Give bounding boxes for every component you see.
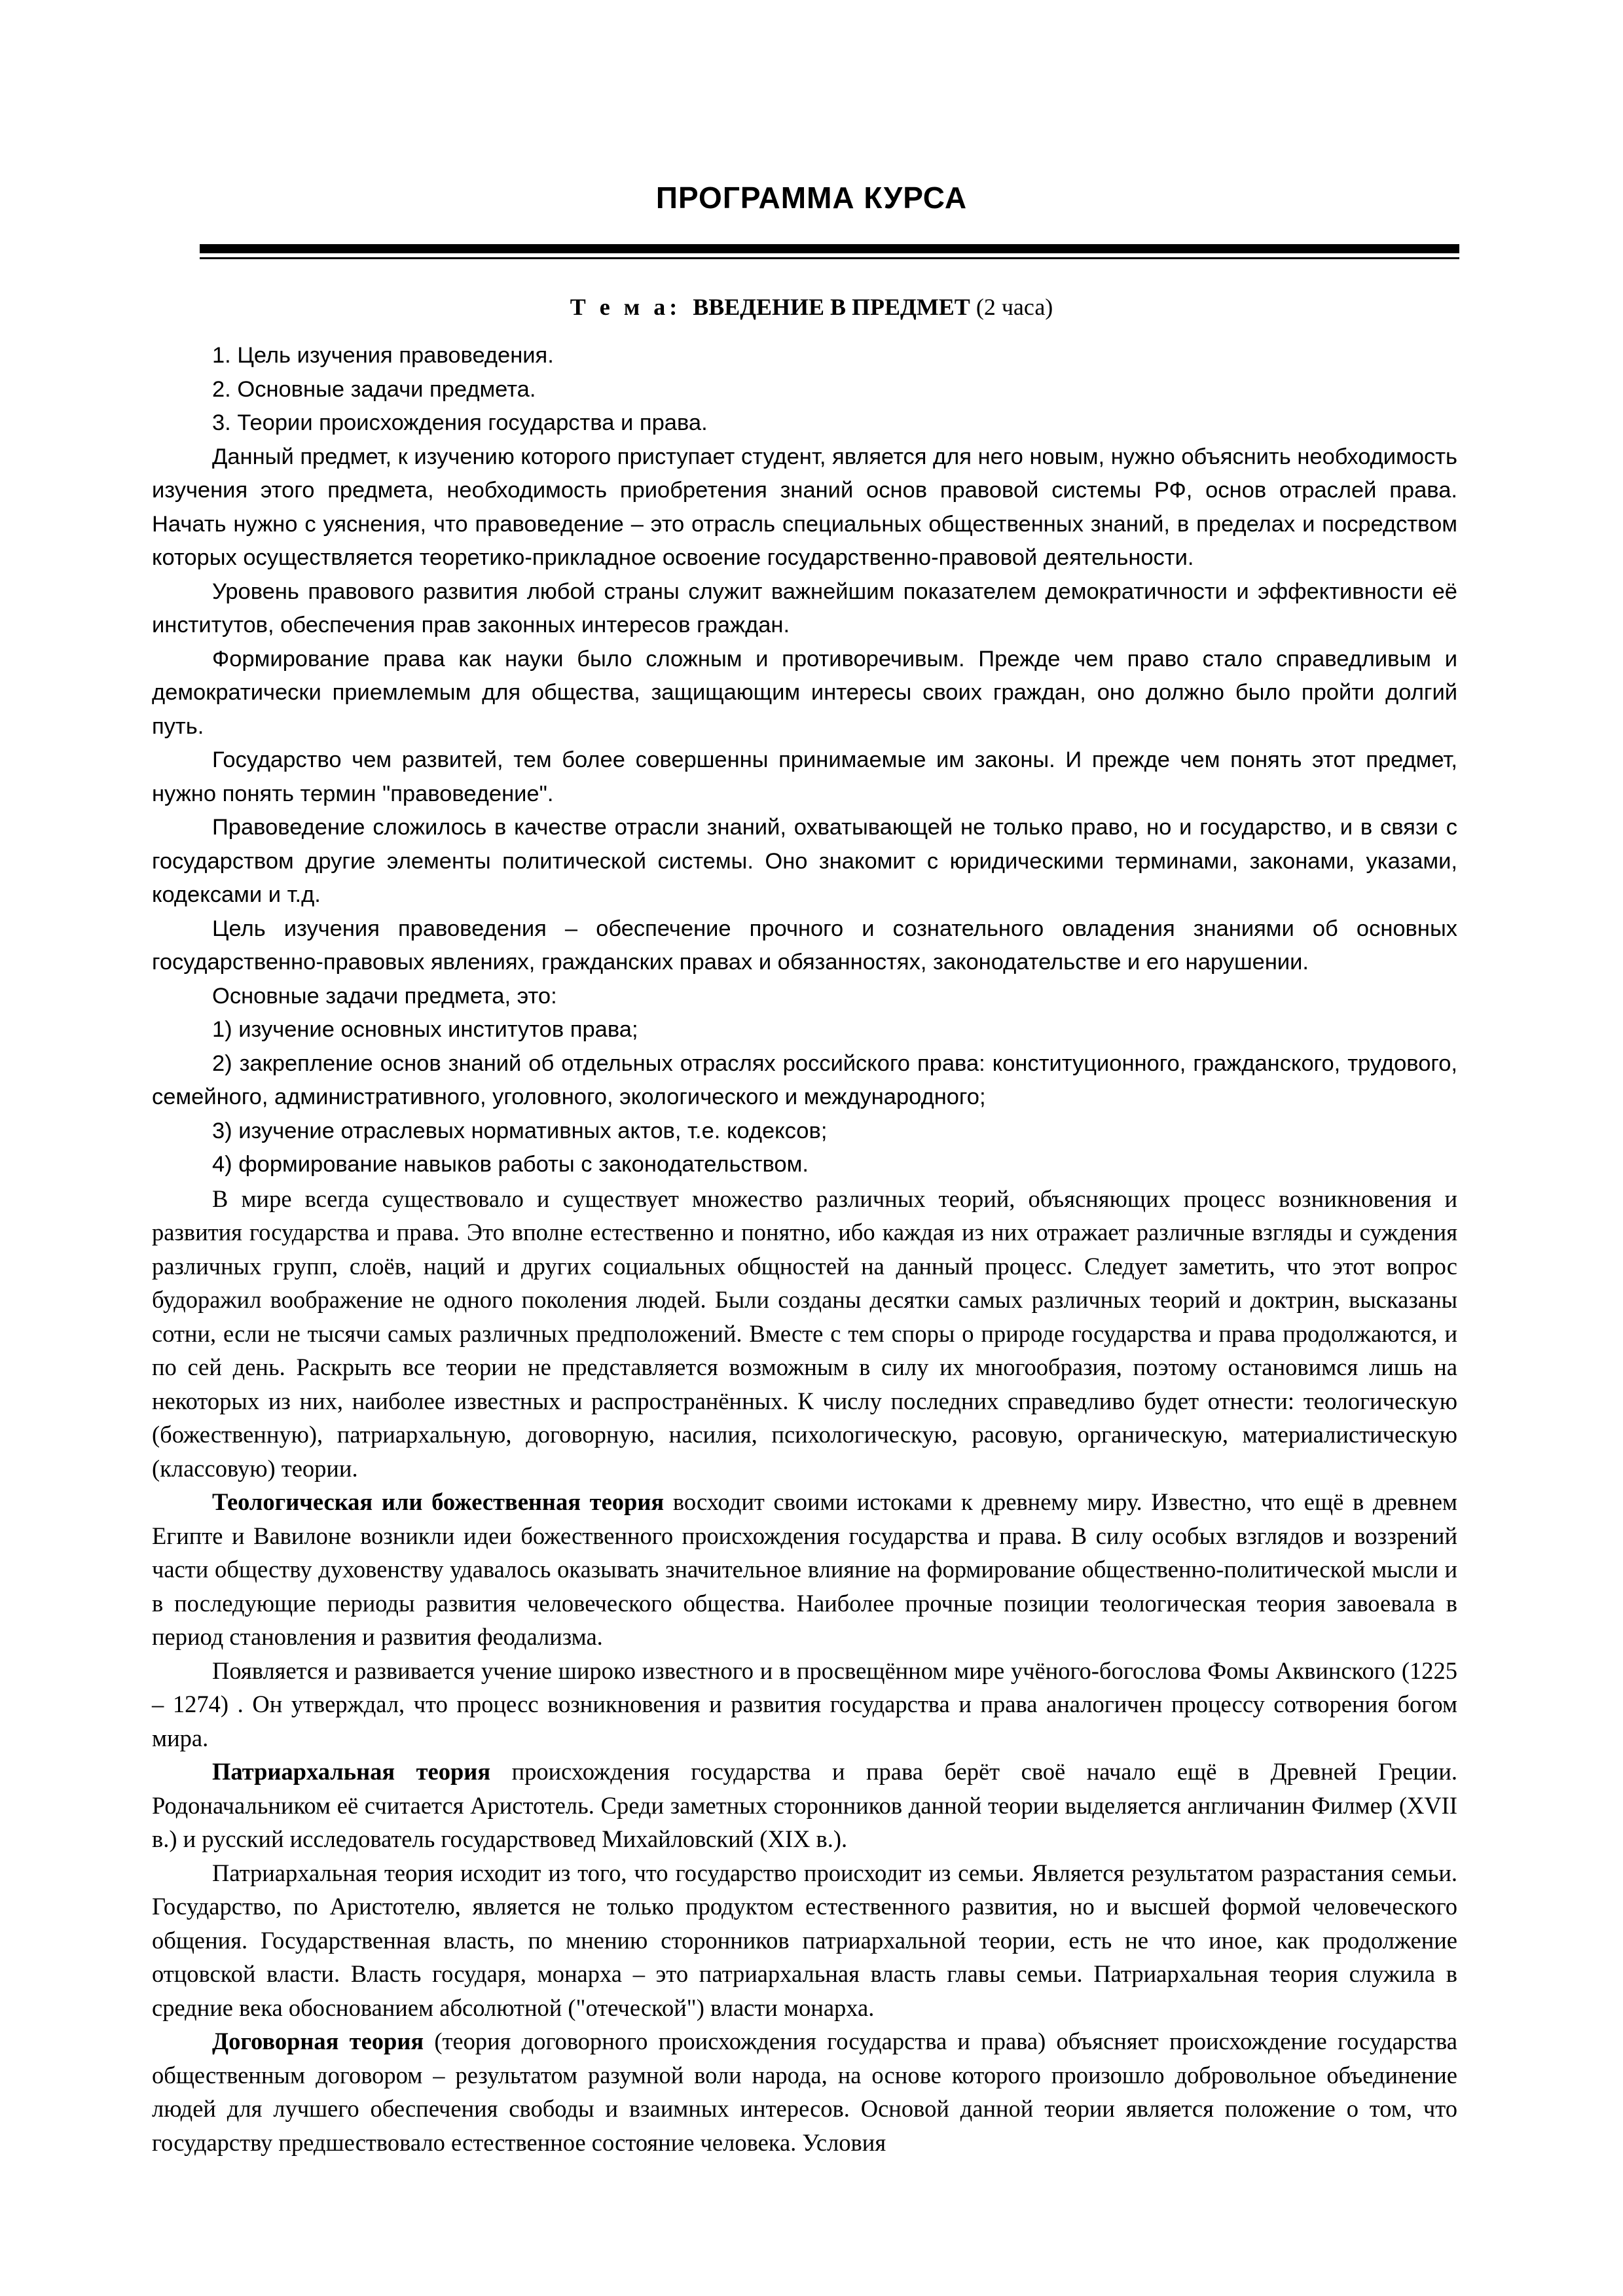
intro-paragraph: Цель изучения правоведения – обеспечение прочного и сознательного овладения знаниями об основных государственно-правовых явлениях, гражданских правах и обязанностях, законодательстве и его нарушении. (152, 916, 1457, 975)
outline-item: 1. Цель изучения правоведения. (212, 343, 554, 368)
patriarchal-text: происхождения государства и права берёт своё начало ещё в Древней Греции. Родоначальником её считается Аристотель. Среди заметных сторонников данной теории выделяется англичанин Филмер (XVII в.) и русский исследователь государствовед Михайловский (XIX в.). (152, 1758, 1457, 1852)
topic-label: Т е м а: (570, 294, 682, 320)
intro-paragraph: Государство чем развитей, тем более совершенны принимаемые им законы. И прежде чем понять этот предмет, нужно понять термин "правоведение". (152, 747, 1457, 806)
intro-paragraph: Правоведение сложилось в качестве отрасли знаний, охватывающей не только право, но и государство, и в связи с государством другие элементы политической системы. Оно знакомит с юридическими терминами, законами, указами, кодексами и т.д. (152, 815, 1457, 907)
topic-hours: (2 часа) (976, 294, 1053, 320)
outline-item: 3. Теории происхождения государства и права. (212, 410, 708, 435)
contract-text: (теория договорного происхождения государства и права) объясняет происхождение государства общественным договором – результатом разумной воли народа, на основе которого произошло добровольное объединение людей для лучшего обеспечения свободы и взаимных интересов. Основой данной теории является положение о том, что государству предшествовало естественное состояние человека. Условия (152, 2028, 1457, 2156)
contract-term: Договорная теория (212, 2028, 424, 2054)
aquinas-paragraph: Появляется и развивается учение широко известного и в просвещённом мире учёного-богослова Фомы Аквинского (1225 – 1274) . Он утверждал, что процесс возникновения и развития государства и права аналогичен процессу сотворения богом мира. (152, 1657, 1457, 1751)
theories-section (152, 1182, 1457, 2160)
page-title: ПРОГРАММА КУРСА (655, 181, 968, 215)
intro-paragraph: Уровень правового развития любой страны служит важнейшим показателем демократичности и эффективности её институтов, обеспечения прав законных интересов граждан. (152, 579, 1457, 637)
outline-item: 2. Основные задачи предмета. (212, 376, 536, 402)
theology-term: Теологическая или божественная теория (212, 1488, 665, 1515)
patriarchal-paragraph-2: Патриархальная теория исходит из того, что государство происходит из семьи. Является результатом разрастания семьи. Государство, по Аристотелю, является не только продуктом естественного развития, но и высшей формой человеческого общения. Государственная власть, по мнению сторонников патриархальной теории, есть не что иное, как продолжение отцовской власти. Власть государя, монарха – это патриархальная власть главы семьи. Патриархальная теория служила в средние века обоснованием абсолютной ("отеческой") власти монарха. (152, 1859, 1457, 2021)
topic-name: ВВЕДЕНИЕ В ПРЕДМЕТ (693, 294, 970, 320)
patriarchal-term: Патриархальная теория (212, 1758, 491, 1785)
document-body (152, 339, 1457, 2159)
task-item: 3) изучение отраслевых нормативных актов, т.е. кодексов; (212, 1118, 828, 1143)
task-item: 4) формирование навыков работы с законодательством. (212, 1152, 809, 1177)
intro-paragraph: Данный предмет, к изучению которого приступает студент, является для него новым, нужно объяснить необходимость изучения этого предмета, необходимость приобретения знаний основ правовой системы РФ, основ отраслей права. Начать нужно с уяснения, что правоведение – это отрасль специальных общественных знаний, в пределах и посредством которых осуществляется теоретико-прикладное освоение государственно-правовой деятельности. (152, 444, 1457, 570)
theories-intro: В мире всегда существовало и существует множество различных теорий, объясняющих процесс возникновения и развития государства и права. Это вполне естественно и понятно, ибо каждая из них отражает различные взгляды и суждения различных групп, слоёв, наций и других социальных общностей на данный процесс. Следует заметить, что этот вопрос будоражил воображение не одного поколения людей. Были созданы десятки самых различных теорий и доктрин, высказаны сотни, если не тысячи самых различных предположений. Вместе с тем споры о природе государства и права продолжаются, и по сей день. Раскрыть все теории не представляется возможным в силу их многообразия, поэтому остановимся лишь на некоторых из них, наиболее известных и распространённых. К числу последних справедливо будет отнести: теологическую (божественную), патриархальную, договорную, насилия, психологическую, расовую, органическую, материалистическую (классовую) теории. (152, 1185, 1457, 1482)
theology-text: восходит своими истоками к древнему миру. Известно, что ещё в древнем Египте и Вавилоне возникли идеи божественного происхождения государства и права. В силу особых взглядов и воззрений части обществу духовенству удавалось оказывать значительное влияние на формирование общественно-политической мысли и в последующие периоды развития человеческого общества. Наиболее прочные позиции теологическая теория завоевала в период становления и развития феодализма. (152, 1488, 1457, 1650)
intro-paragraph: Формирование права как науки было сложным и противоречивым. Прежде чем право стало справедливым и демократически приемлемым для общества, защищающим интересы своих граждан, оно должно было пройти долгий путь. (152, 646, 1457, 739)
patriarchal-paragraph (152, 1755, 1457, 1856)
outline-and-intro (152, 339, 1457, 1182)
task-item: 2) закрепление основ знаний об отдельных отраслях российского права: конституционного, гражданского, трудового, семейного, административного, уголовного, экологического и международного; (152, 1050, 1457, 1109)
tasks-intro: Основные задачи предмета, это: (212, 983, 557, 1009)
theology-paragraph (152, 1485, 1457, 1654)
contract-paragraph (152, 2024, 1457, 2159)
title-rule-thick (200, 244, 1459, 253)
task-item: 1) изучение основных институтов права; (212, 1017, 638, 1042)
topic-heading (0, 293, 1623, 321)
title-rule-thin (200, 257, 1459, 259)
